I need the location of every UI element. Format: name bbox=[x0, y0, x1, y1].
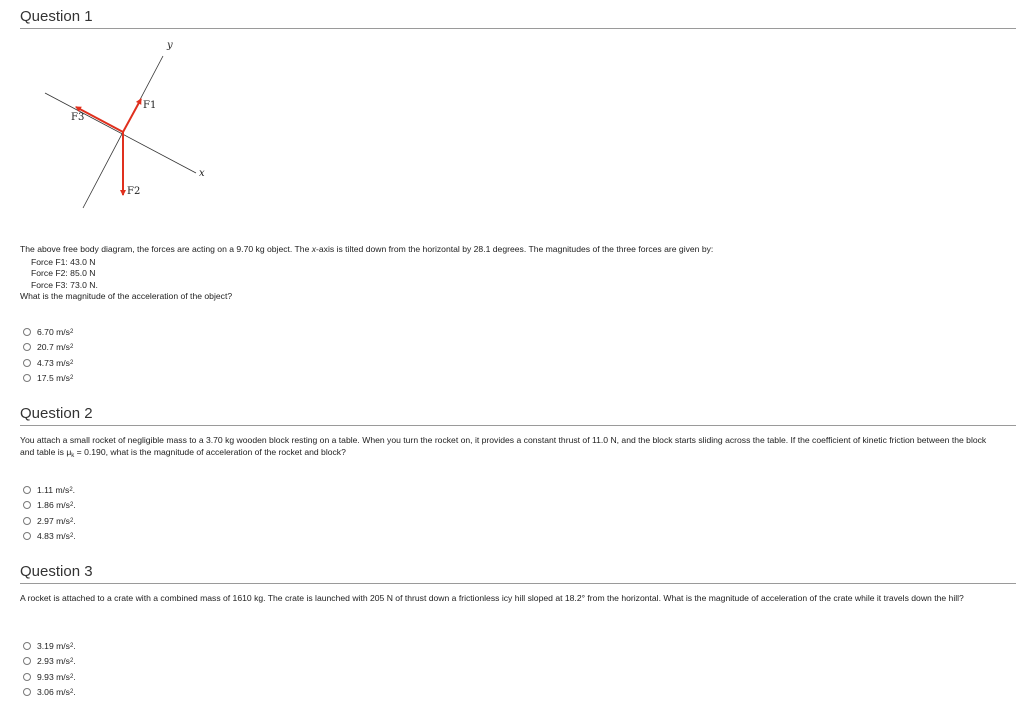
answer-value: 2.93 m/s bbox=[37, 656, 70, 667]
answer-value: 9.93 m/s bbox=[37, 671, 70, 682]
radio-button[interactable] bbox=[23, 657, 31, 665]
answer-option[interactable]: 4.83 m/s 2 . bbox=[23, 529, 76, 545]
answer-option[interactable]: 3.19 m/s 2 . bbox=[23, 638, 76, 654]
answer-option[interactable]: 6.70 m/s 2 bbox=[23, 324, 73, 340]
answer-value: 2.97 m/s bbox=[37, 515, 70, 526]
force-f1-arrow bbox=[123, 99, 141, 132]
question-1-heading: Question 1 bbox=[20, 8, 1016, 29]
force-3-line: Force F3: 73.0 N. bbox=[31, 280, 98, 290]
y-axis-label: y bbox=[167, 40, 173, 51]
question-1-text: The above free body diagram, the forces are acting on a 9.70 kg object. The x-axis is tilted down from the horizontal by 28.1 degrees. The magnitudes of the three forces are given by: bbox=[20, 244, 714, 254]
answer-value: 17.5 m/s bbox=[37, 373, 70, 384]
force-f3-label: F3 bbox=[71, 112, 85, 123]
radio-button[interactable] bbox=[23, 517, 31, 525]
answer-option[interactable]: 20.7 m/s 2 bbox=[23, 340, 73, 356]
radio-button[interactable] bbox=[23, 374, 31, 382]
question-2-heading: Question 2 bbox=[20, 405, 1016, 426]
force-f1-label: F1 bbox=[143, 100, 157, 111]
answer-option[interactable]: 1.11 m/s 2 . bbox=[23, 482, 76, 498]
answer-option[interactable]: 2.93 m/s 2 . bbox=[23, 654, 76, 670]
force-f2-label: F2 bbox=[127, 186, 141, 197]
answer-option[interactable]: 17.5 m/s 2 bbox=[23, 371, 73, 387]
radio-button[interactable] bbox=[23, 328, 31, 336]
answer-option[interactable]: 1.86 m/s 2 . bbox=[23, 498, 76, 514]
free-body-diagram bbox=[0, 30, 240, 215]
x-variable: x bbox=[311, 244, 317, 254]
radio-button[interactable] bbox=[23, 343, 31, 351]
radio-button[interactable] bbox=[23, 359, 31, 367]
x-axis-line bbox=[45, 93, 196, 173]
answer-option[interactable]: 3.06 m/s 2 . bbox=[23, 685, 76, 701]
question-3-heading: Question 3 bbox=[20, 563, 1016, 584]
answer-value: 1.11 m/s bbox=[37, 484, 70, 495]
force-1-line: Force F1: 43.0 N bbox=[31, 257, 96, 267]
question-1-prompt: What is the magnitude of the acceleration of the object? bbox=[20, 291, 233, 301]
question-2-text: You attach a small rocket of negligible mass to a 3.70 kg wooden block resting on a table. When you turn the rocket on, it provides a constant thrust of 11.0 N, and the block starts sliding across the table. If the coefficient of kinetic friction between the block and table is $\mu_k = 0.190$, what is the magnitude of acceleration of the rocket and block? bbox=[20, 435, 987, 459]
radio-button[interactable] bbox=[23, 486, 31, 494]
force-2-line: Force F2: 85.0 N bbox=[31, 268, 96, 278]
radio-button[interactable] bbox=[23, 501, 31, 509]
radio-button[interactable] bbox=[23, 532, 31, 540]
question-2-choices bbox=[23, 482, 76, 544]
answer-value: 1.86 m/s bbox=[37, 500, 70, 511]
question-3-text: A rocket is attached to a crate with a combined mass of 1610 kg. The crate is launched with 205 N of thrust down a frictionless icy hill sloped at 18.2° from the horizontal. What is the magnitude of acceleration of the crate while it travels down the hill? bbox=[20, 593, 964, 603]
question-1-choices bbox=[23, 324, 73, 386]
answer-value: 4.83 m/s bbox=[37, 531, 70, 542]
radio-button[interactable] bbox=[23, 688, 31, 696]
answer-value: 4.73 m/s bbox=[37, 357, 70, 368]
x-axis-label: x bbox=[199, 168, 205, 179]
question-3-choices bbox=[23, 638, 76, 700]
answer-option[interactable]: 4.73 m/s 2 bbox=[23, 355, 73, 371]
answer-value: 20.7 m/s bbox=[37, 342, 70, 353]
answer-value: 3.06 m/s bbox=[37, 687, 70, 698]
answer-value: 3.19 m/s bbox=[37, 640, 70, 651]
answer-option[interactable]: 2.97 m/s 2 . bbox=[23, 513, 76, 529]
answer-option[interactable]: 9.93 m/s 2 . bbox=[23, 669, 76, 685]
radio-button[interactable] bbox=[23, 642, 31, 650]
answer-value: 6.70 m/s bbox=[37, 326, 70, 337]
radio-button[interactable] bbox=[23, 673, 31, 681]
